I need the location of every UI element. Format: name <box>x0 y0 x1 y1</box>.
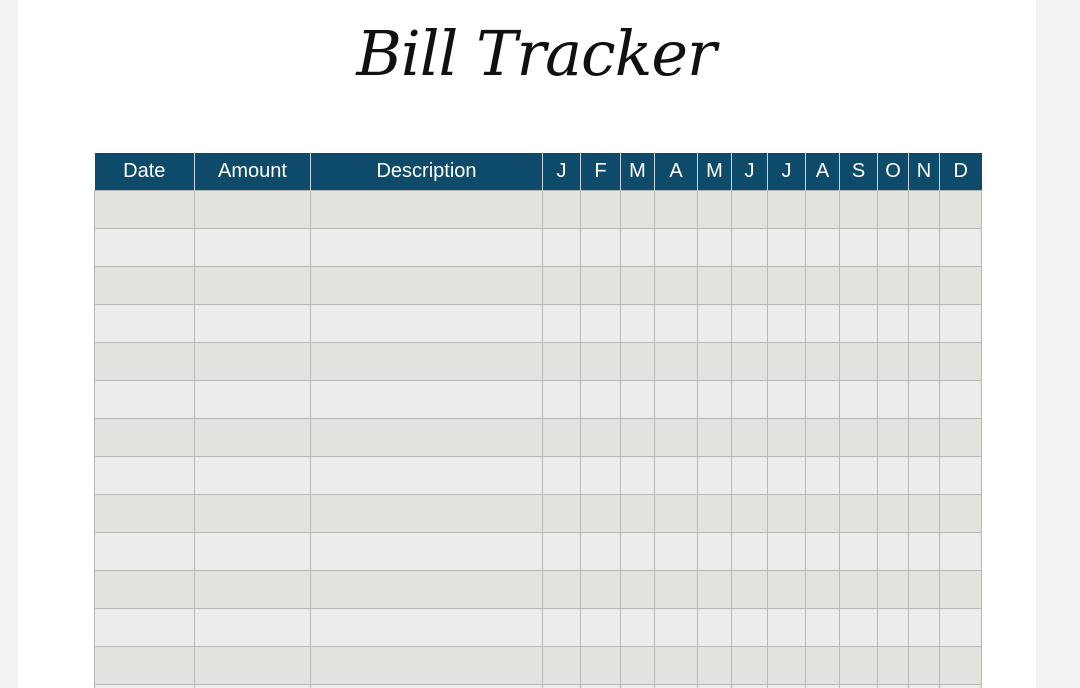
bill-tracker-table <box>94 153 982 688</box>
table-cell[interactable] <box>195 494 311 532</box>
table-cell[interactable] <box>655 342 698 380</box>
header-amount: Amount <box>195 153 311 190</box>
table-cell[interactable] <box>768 418 806 456</box>
table-cell[interactable] <box>732 494 768 532</box>
table-row <box>95 646 982 684</box>
table-cell[interactable] <box>311 380 543 418</box>
table-cell[interactable] <box>621 190 655 228</box>
table-cell[interactable] <box>195 608 311 646</box>
table-cell[interactable] <box>732 380 768 418</box>
table-cell[interactable] <box>621 266 655 304</box>
table-cell[interactable] <box>806 684 840 688</box>
table-cell[interactable] <box>878 684 909 688</box>
table-cell[interactable] <box>543 456 581 494</box>
table-cell[interactable] <box>940 266 982 304</box>
table-cell[interactable] <box>543 532 581 570</box>
table-cell[interactable] <box>311 608 543 646</box>
table-cell[interactable] <box>95 570 195 608</box>
table-cell[interactable] <box>581 570 621 608</box>
planner-page <box>18 0 1036 688</box>
table-cell[interactable] <box>878 304 909 342</box>
table-cell[interactable] <box>806 266 840 304</box>
table-cell[interactable] <box>840 304 878 342</box>
table-cell[interactable] <box>311 494 543 532</box>
table-cell[interactable] <box>840 380 878 418</box>
header-april: A <box>655 153 698 190</box>
table-cell[interactable] <box>909 266 940 304</box>
table-cell[interactable] <box>698 494 732 532</box>
table-cell[interactable] <box>878 228 909 266</box>
table-cell[interactable] <box>698 608 732 646</box>
table-cell[interactable] <box>655 646 698 684</box>
table-cell[interactable] <box>95 190 195 228</box>
table-cell[interactable] <box>621 228 655 266</box>
table-cell[interactable] <box>655 532 698 570</box>
table-cell[interactable] <box>940 532 982 570</box>
table-cell[interactable] <box>698 190 732 228</box>
table-cell[interactable] <box>581 494 621 532</box>
table-cell[interactable] <box>621 570 655 608</box>
table-cell[interactable] <box>878 532 909 570</box>
table-cell[interactable] <box>581 646 621 684</box>
table-cell[interactable] <box>732 266 768 304</box>
header-date: Date <box>95 153 195 190</box>
header-november: N <box>909 153 940 190</box>
table-row <box>95 228 982 266</box>
header-september: S <box>840 153 878 190</box>
page-title: Bill Tracker <box>356 17 716 90</box>
table-cell[interactable] <box>878 190 909 228</box>
table-cell[interactable] <box>655 570 698 608</box>
table-cell[interactable] <box>768 494 806 532</box>
table-cell[interactable] <box>840 532 878 570</box>
table-cell[interactable] <box>655 494 698 532</box>
table-cell[interactable] <box>95 266 195 304</box>
table-cell[interactable] <box>311 228 543 266</box>
table-cell[interactable] <box>655 304 698 342</box>
table-cell[interactable] <box>311 646 543 684</box>
table-cell[interactable] <box>768 532 806 570</box>
table-cell[interactable] <box>768 684 806 688</box>
table-cell[interactable] <box>195 380 311 418</box>
table-cell[interactable] <box>840 342 878 380</box>
table-cell[interactable] <box>806 380 840 418</box>
table-cell[interactable] <box>95 342 195 380</box>
table-cell[interactable] <box>878 494 909 532</box>
table-cell[interactable] <box>311 266 543 304</box>
table-cell[interactable] <box>581 418 621 456</box>
table-row <box>95 684 982 688</box>
table-cell[interactable] <box>655 418 698 456</box>
table-cell[interactable] <box>621 456 655 494</box>
table-cell[interactable] <box>878 646 909 684</box>
table-cell[interactable] <box>95 646 195 684</box>
table-cell[interactable] <box>655 608 698 646</box>
table-row <box>95 304 982 342</box>
table-cell[interactable] <box>878 380 909 418</box>
table-cell[interactable] <box>940 380 982 418</box>
table-row <box>95 342 982 380</box>
table-cell[interactable] <box>732 304 768 342</box>
table-cell[interactable] <box>543 608 581 646</box>
table-cell[interactable] <box>768 228 806 266</box>
table-cell[interactable] <box>940 418 982 456</box>
table-cell[interactable] <box>806 608 840 646</box>
table-cell[interactable] <box>909 228 940 266</box>
table-cell[interactable] <box>311 304 543 342</box>
table-cell[interactable] <box>732 228 768 266</box>
table-cell[interactable] <box>311 190 543 228</box>
table-cell[interactable] <box>195 190 311 228</box>
table-cell[interactable] <box>840 570 878 608</box>
table-cell[interactable] <box>621 418 655 456</box>
table-cell[interactable] <box>909 608 940 646</box>
table-cell[interactable] <box>195 228 311 266</box>
table-cell[interactable] <box>311 418 543 456</box>
table-cell[interactable] <box>543 342 581 380</box>
table-cell[interactable] <box>878 456 909 494</box>
table-cell[interactable] <box>698 570 732 608</box>
table-cell[interactable] <box>621 342 655 380</box>
table-row <box>95 608 982 646</box>
table-cell[interactable] <box>840 190 878 228</box>
table-cell[interactable] <box>581 684 621 688</box>
table-cell[interactable] <box>732 684 768 688</box>
table-cell[interactable] <box>768 380 806 418</box>
table-cell[interactable] <box>95 380 195 418</box>
table-cell[interactable] <box>543 304 581 342</box>
table-cell[interactable] <box>840 228 878 266</box>
table-cell[interactable] <box>840 266 878 304</box>
table-cell[interactable] <box>581 228 621 266</box>
table-cell[interactable] <box>909 570 940 608</box>
table-row <box>95 570 982 608</box>
table-cell[interactable] <box>543 684 581 688</box>
table-cell[interactable] <box>806 342 840 380</box>
table-cell[interactable] <box>621 304 655 342</box>
header-june: J <box>732 153 768 190</box>
table-cell[interactable] <box>621 532 655 570</box>
table-cell[interactable] <box>840 456 878 494</box>
table-cell[interactable] <box>698 456 732 494</box>
table-cell[interactable] <box>909 342 940 380</box>
table-cell[interactable] <box>878 570 909 608</box>
table-cell[interactable] <box>840 684 878 688</box>
table-row <box>95 494 982 532</box>
table-cell[interactable] <box>195 342 311 380</box>
table-cell[interactable] <box>806 228 840 266</box>
table-cell[interactable] <box>698 646 732 684</box>
table-row <box>95 266 982 304</box>
table-row <box>95 532 982 570</box>
table-cell[interactable] <box>581 342 621 380</box>
table-cell[interactable] <box>621 608 655 646</box>
table-body <box>95 190 982 688</box>
header-january: J <box>543 153 581 190</box>
table-cell[interactable] <box>840 646 878 684</box>
table-cell[interactable] <box>878 418 909 456</box>
table-cell[interactable] <box>698 266 732 304</box>
table-cell[interactable] <box>698 380 732 418</box>
table-cell[interactable] <box>311 532 543 570</box>
header-october: O <box>878 153 909 190</box>
table-cell[interactable] <box>732 456 768 494</box>
table-cell[interactable] <box>840 418 878 456</box>
table-cell[interactable] <box>940 190 982 228</box>
table-cell[interactable] <box>840 494 878 532</box>
table-cell[interactable] <box>95 494 195 532</box>
table-cell[interactable] <box>195 532 311 570</box>
table-cell[interactable] <box>195 570 311 608</box>
table-row <box>95 190 982 228</box>
table-cell[interactable] <box>95 684 195 688</box>
header-march: M <box>621 153 655 190</box>
table-cell[interactable] <box>909 456 940 494</box>
table-cell[interactable] <box>195 684 311 688</box>
table-cell[interactable] <box>940 646 982 684</box>
table-cell[interactable] <box>940 304 982 342</box>
table-cell[interactable] <box>768 266 806 304</box>
table-row <box>95 418 982 456</box>
table-cell[interactable] <box>655 228 698 266</box>
table-cell[interactable] <box>806 532 840 570</box>
table-cell[interactable] <box>806 190 840 228</box>
table-cell[interactable] <box>543 418 581 456</box>
table-cell[interactable] <box>95 532 195 570</box>
table-cell[interactable] <box>806 304 840 342</box>
table-cell[interactable] <box>878 608 909 646</box>
table-cell[interactable] <box>768 456 806 494</box>
table-cell[interactable] <box>878 266 909 304</box>
table-cell[interactable] <box>543 570 581 608</box>
table-cell[interactable] <box>909 684 940 688</box>
table-cell[interactable] <box>195 304 311 342</box>
table-cell[interactable] <box>311 684 543 688</box>
table-row <box>95 380 982 418</box>
table-cell[interactable] <box>581 266 621 304</box>
table-cell[interactable] <box>543 494 581 532</box>
table-cell[interactable] <box>806 494 840 532</box>
table-cell[interactable] <box>940 342 982 380</box>
table-cell[interactable] <box>581 456 621 494</box>
table-cell[interactable] <box>621 646 655 684</box>
table-cell[interactable] <box>768 190 806 228</box>
table-cell[interactable] <box>732 646 768 684</box>
header-may: M <box>698 153 732 190</box>
header-july: J <box>768 153 806 190</box>
table-cell[interactable] <box>768 342 806 380</box>
table-cell[interactable] <box>806 418 840 456</box>
table-cell[interactable] <box>311 456 543 494</box>
table-cell[interactable] <box>940 684 982 688</box>
table-cell[interactable] <box>543 266 581 304</box>
table-cell[interactable] <box>195 266 311 304</box>
table-cell[interactable] <box>940 228 982 266</box>
table-cell[interactable] <box>732 190 768 228</box>
table-cell[interactable] <box>581 380 621 418</box>
table-cell[interactable] <box>732 342 768 380</box>
table-cell[interactable] <box>940 456 982 494</box>
header-description: Description <box>311 153 543 190</box>
table-cell[interactable] <box>909 646 940 684</box>
header-february: F <box>581 153 621 190</box>
table-cell[interactable] <box>806 456 840 494</box>
table-cell[interactable] <box>806 570 840 608</box>
table-cell[interactable] <box>95 608 195 646</box>
table-cell[interactable] <box>543 380 581 418</box>
table-cell[interactable] <box>698 684 732 688</box>
table-cell[interactable] <box>543 646 581 684</box>
table-cell[interactable] <box>95 456 195 494</box>
table-cell[interactable] <box>543 228 581 266</box>
table-cell[interactable] <box>95 228 195 266</box>
table-cell[interactable] <box>840 608 878 646</box>
header-august: A <box>806 153 840 190</box>
table-cell[interactable] <box>543 190 581 228</box>
table-cell[interactable] <box>909 418 940 456</box>
table-cell[interactable] <box>195 646 311 684</box>
table-cell[interactable] <box>621 380 655 418</box>
table-cell[interactable] <box>698 342 732 380</box>
table-cell[interactable] <box>940 494 982 532</box>
table-cell[interactable] <box>655 380 698 418</box>
table-cell[interactable] <box>311 570 543 608</box>
table-cell[interactable] <box>732 570 768 608</box>
table-cell[interactable] <box>655 684 698 688</box>
table-cell[interactable] <box>909 532 940 570</box>
table-cell[interactable] <box>581 608 621 646</box>
table-cell[interactable] <box>940 570 982 608</box>
table-cell[interactable] <box>95 304 195 342</box>
table-cell[interactable] <box>698 418 732 456</box>
table-cell[interactable] <box>655 190 698 228</box>
table-cell[interactable] <box>195 456 311 494</box>
table-header-row <box>95 153 982 190</box>
header-december: D <box>940 153 982 190</box>
table-cell[interactable] <box>581 190 621 228</box>
table-cell[interactable] <box>768 608 806 646</box>
table-cell[interactable] <box>806 646 840 684</box>
table-cell[interactable] <box>311 342 543 380</box>
table-cell[interactable] <box>698 532 732 570</box>
table-cell[interactable] <box>768 646 806 684</box>
table-cell[interactable] <box>95 418 195 456</box>
table-cell[interactable] <box>940 608 982 646</box>
table-cell[interactable] <box>909 190 940 228</box>
table-cell[interactable] <box>909 380 940 418</box>
table-row <box>95 456 982 494</box>
table-cell[interactable] <box>698 228 732 266</box>
table-cell[interactable] <box>581 304 621 342</box>
table-cell[interactable] <box>655 456 698 494</box>
table-cell[interactable] <box>621 684 655 688</box>
table-cell[interactable] <box>909 304 940 342</box>
table-cell[interactable] <box>732 532 768 570</box>
table-cell[interactable] <box>732 418 768 456</box>
table-cell[interactable] <box>768 570 806 608</box>
table-cell[interactable] <box>581 532 621 570</box>
table-cell[interactable] <box>732 608 768 646</box>
table-cell[interactable] <box>878 342 909 380</box>
table-cell[interactable] <box>768 304 806 342</box>
table-cell[interactable] <box>655 266 698 304</box>
table-cell[interactable] <box>698 304 732 342</box>
table-cell[interactable] <box>195 418 311 456</box>
table-cell[interactable] <box>621 494 655 532</box>
table-cell[interactable] <box>909 494 940 532</box>
